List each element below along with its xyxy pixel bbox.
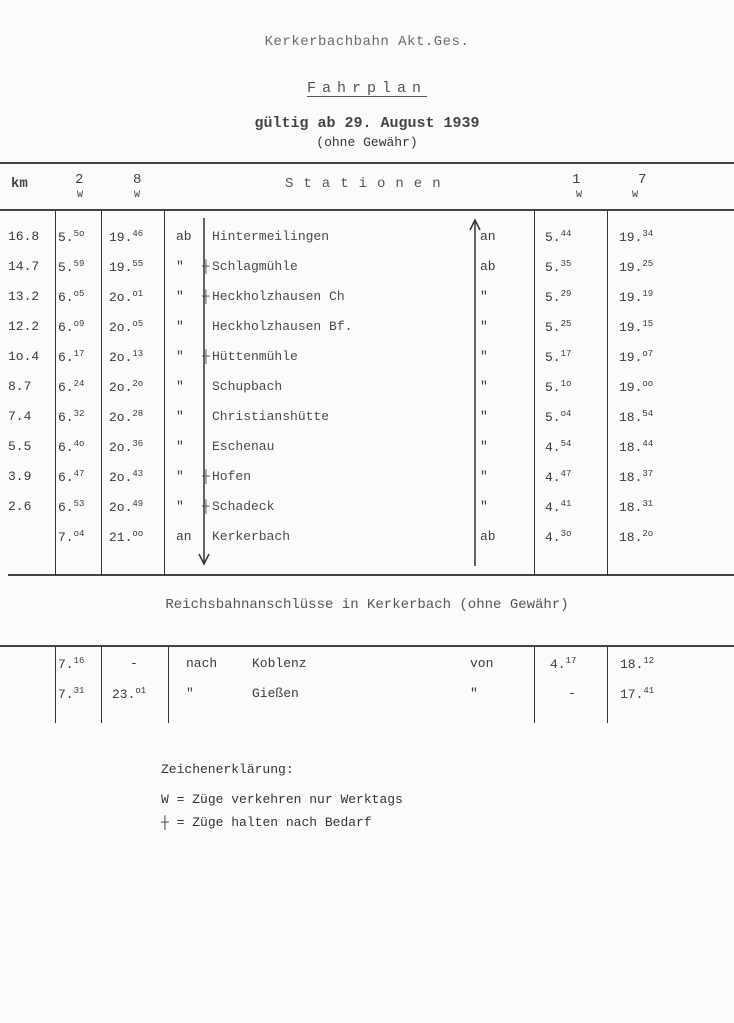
request-stop-icon: ┼ bbox=[202, 469, 210, 484]
train7-time: 19.19 bbox=[619, 289, 654, 305]
column-header-stations: Stationen bbox=[285, 176, 451, 192]
column-divider-train2 bbox=[101, 211, 102, 575]
legend-text-workday: = Züge verkehren nur Werktags bbox=[176, 792, 403, 807]
km-value: 8.7 bbox=[8, 379, 32, 394]
train2-time: 5.$^{5o}$ bbox=[58, 229, 85, 245]
train8-time: 19.46 bbox=[109, 229, 144, 245]
departure-arrival-mark-right: ab bbox=[480, 259, 496, 274]
train1-time: 4.47 bbox=[545, 469, 572, 485]
train2-time: 5.59 bbox=[58, 259, 85, 275]
train8-time: 2o.$^{28}$ bbox=[109, 409, 144, 425]
connections-divider-stations bbox=[534, 647, 535, 723]
legend-item-request-stop bbox=[161, 815, 372, 830]
train2-time: 6.53 bbox=[58, 499, 85, 515]
station-name: Hüttenmühle ┼ bbox=[202, 349, 298, 364]
departure-arrival-mark-left: " bbox=[176, 289, 184, 304]
km-value: 5.5 bbox=[8, 439, 32, 454]
departure-arrival-mark-left: " bbox=[176, 259, 184, 274]
train7-time: 19.15 bbox=[619, 319, 654, 335]
column-divider-train8 bbox=[164, 211, 165, 575]
connection-station: Gießen bbox=[252, 686, 299, 701]
train1-time: 5.35 bbox=[545, 259, 572, 275]
train2-time: 7.31 bbox=[58, 686, 85, 702]
train7-time: 18.37 bbox=[619, 469, 654, 485]
km-value: 16.8 bbox=[8, 229, 40, 244]
departure-arrival-mark-right: an bbox=[480, 229, 496, 244]
km-value: 14.7 bbox=[8, 259, 40, 274]
direction-mark-left: " bbox=[186, 686, 194, 701]
departure-arrival-mark-left: " bbox=[176, 379, 184, 394]
connections-title: Reichsbahnanschlüsse in Kerkerbach (ohne Gewähr) bbox=[165, 597, 569, 613]
train8-time: 19.55 bbox=[109, 259, 144, 275]
train2-time: 6.32 bbox=[58, 409, 85, 425]
connections-divider-train8 bbox=[168, 647, 169, 723]
station-name: Schupbach bbox=[212, 379, 283, 394]
direction-mark-right: von bbox=[470, 656, 494, 671]
km-value: 13.2 bbox=[8, 289, 40, 304]
station-name: Heckholzhausen Ch ┼ bbox=[202, 289, 345, 304]
departure-arrival-mark-right: " bbox=[480, 379, 488, 394]
train8-time: 2o.$^{o5}$ bbox=[109, 319, 144, 335]
station-name: Schlagmühle ┼ bbox=[202, 259, 298, 274]
train1-time: 5.$^{1o}$ bbox=[545, 379, 572, 395]
column-header-train8-workday: W bbox=[134, 190, 141, 201]
direction-mark-left: nach bbox=[186, 656, 218, 671]
legend-title: Zeichenerklärung: bbox=[161, 762, 294, 777]
direction-mark-right: " bbox=[470, 686, 478, 701]
train8-time: 2o.$^{o1}$ bbox=[109, 289, 144, 305]
train1-time: 5.$^{o4}$ bbox=[545, 409, 572, 425]
column-header-train7: 7 bbox=[638, 172, 647, 188]
train2-time: 6.47 bbox=[58, 469, 85, 485]
company-name: Kerkerbachbahn Akt.Ges. bbox=[264, 34, 470, 50]
station-name: Christianshütte bbox=[212, 409, 330, 424]
train7-time: 17.41 bbox=[620, 686, 655, 702]
station-name: Hintermeilingen bbox=[212, 229, 330, 244]
departure-arrival-mark-left: " bbox=[176, 319, 184, 334]
departure-arrival-mark-right: ab bbox=[480, 529, 496, 544]
station-name: Eschenau bbox=[212, 439, 275, 454]
table-bottom-rule bbox=[8, 574, 734, 576]
train1-time: 5.17 bbox=[545, 349, 572, 365]
train7-time: 18.31 bbox=[619, 499, 654, 515]
request-stop-icon: ┼ bbox=[202, 499, 210, 514]
departure-arrival-mark-right: " bbox=[480, 319, 488, 334]
train1-time: 4.17 bbox=[550, 656, 577, 672]
train2-time: 6.17 bbox=[58, 349, 85, 365]
departure-arrival-mark-right: " bbox=[480, 289, 488, 304]
train8-time: 23.$^{o1}$ bbox=[112, 686, 147, 702]
km-value: 1o.4 bbox=[8, 349, 40, 364]
train1-time: 5.25 bbox=[545, 319, 572, 335]
departure-arrival-mark-left: " bbox=[176, 499, 184, 514]
train2-time: 6.24 bbox=[58, 379, 85, 395]
departure-arrival-mark-left: an bbox=[176, 529, 192, 544]
train7-time: 18.12 bbox=[620, 656, 655, 672]
departure-arrival-mark-left: " bbox=[176, 439, 184, 454]
column-divider-train1 bbox=[607, 211, 608, 575]
legend-symbol-request-stop: ┼ bbox=[161, 815, 169, 830]
departure-arrival-mark-right: " bbox=[480, 409, 488, 424]
validity-date: gültig ab 29. August 1939 bbox=[254, 115, 480, 132]
train8-time: 2o.$^{2o}$ bbox=[109, 379, 144, 395]
train2-time: 6.$^{4o}$ bbox=[58, 439, 85, 455]
legend-text-request-stop: = Züge halten nach Bedarf bbox=[176, 815, 372, 830]
train7-time: 19.25 bbox=[619, 259, 654, 275]
train1-time: 4.$^{3o}$ bbox=[545, 529, 572, 545]
station-name: Heckholzhausen Bf. bbox=[212, 319, 353, 334]
train7-time: 18.44 bbox=[619, 439, 654, 455]
column-header-train1-workday: W bbox=[576, 190, 583, 201]
train8-time: 2o.$^{49}$ bbox=[109, 499, 144, 515]
train8-time: 2o.$^{13}$ bbox=[109, 349, 144, 365]
connections-divider-train1 bbox=[607, 647, 608, 723]
departure-arrival-mark-right: " bbox=[480, 499, 488, 514]
train7-time: 19.$^{oo}$ bbox=[619, 379, 654, 395]
column-header-km: km bbox=[11, 176, 28, 192]
header-bottom-rule bbox=[0, 209, 734, 211]
km-value: 12.2 bbox=[8, 319, 40, 334]
train8-time: 2o.$^{43}$ bbox=[109, 469, 144, 485]
request-stop-icon: ┼ bbox=[202, 289, 210, 304]
departure-arrival-mark-right: " bbox=[480, 469, 488, 484]
km-value: 7.4 bbox=[8, 409, 32, 424]
train2-time: 7.16 bbox=[58, 656, 85, 672]
request-stop-icon: ┼ bbox=[202, 349, 210, 364]
train7-time: 18.54 bbox=[619, 409, 654, 425]
connections-divider-train2 bbox=[101, 647, 102, 723]
column-header-train2: 2 bbox=[75, 172, 84, 188]
departure-arrival-mark-left: ab bbox=[176, 229, 192, 244]
km-value: 3.9 bbox=[8, 469, 32, 484]
station-name: Kerkerbach bbox=[212, 529, 291, 544]
train1-time: 4.41 bbox=[545, 499, 572, 515]
train7-time: 19.$^{o7}$ bbox=[619, 349, 654, 365]
train1-time: 4.54 bbox=[545, 439, 572, 455]
departure-arrival-mark-left: " bbox=[176, 409, 184, 424]
column-header-train7-workday: W bbox=[632, 190, 639, 201]
connections-divider-km bbox=[55, 647, 56, 723]
column-header-train2-workday: W bbox=[77, 190, 84, 201]
table-top-rule bbox=[0, 162, 734, 164]
connection-station: Koblenz bbox=[252, 656, 307, 671]
train2-time: 7.$^{o4}$ bbox=[58, 529, 85, 545]
column-header-train1: 1 bbox=[572, 172, 581, 188]
column-divider-km bbox=[55, 211, 56, 575]
column-divider-stations bbox=[534, 211, 535, 575]
train2-time: 6.$^{o5}$ bbox=[58, 289, 85, 305]
train7-time: 19.34 bbox=[619, 229, 654, 245]
legend-symbol-workday: W bbox=[161, 792, 169, 807]
train8-time: 21.$^{oo}$ bbox=[109, 529, 144, 545]
station-name: Schadeck ┼ bbox=[202, 499, 275, 514]
departure-arrival-mark-left: " bbox=[176, 469, 184, 484]
train1-time: - bbox=[568, 686, 576, 701]
departure-arrival-mark-right: " bbox=[480, 349, 488, 364]
train1-time: 5.44 bbox=[545, 229, 572, 245]
legend-item-workday bbox=[161, 792, 403, 807]
connections-top-rule bbox=[0, 645, 734, 647]
train7-time: 18.$^{2o}$ bbox=[619, 529, 654, 545]
train8-time: - bbox=[130, 656, 138, 671]
train2-time: 6.$^{o9}$ bbox=[58, 319, 85, 335]
request-stop-icon: ┼ bbox=[202, 259, 210, 274]
departure-arrival-mark-right: " bbox=[480, 439, 488, 454]
station-name: Hofen ┼ bbox=[202, 469, 252, 484]
column-header-train8: 8 bbox=[133, 172, 142, 188]
train1-time: 5.29 bbox=[545, 289, 572, 305]
departure-arrival-mark-left: " bbox=[176, 349, 184, 364]
km-value: 2.6 bbox=[8, 499, 32, 514]
document-title: Fahrplan bbox=[306, 80, 427, 97]
train8-time: 2o.$^{36}$ bbox=[109, 439, 144, 455]
disclaimer-note: (ohne Gewähr) bbox=[316, 135, 418, 150]
